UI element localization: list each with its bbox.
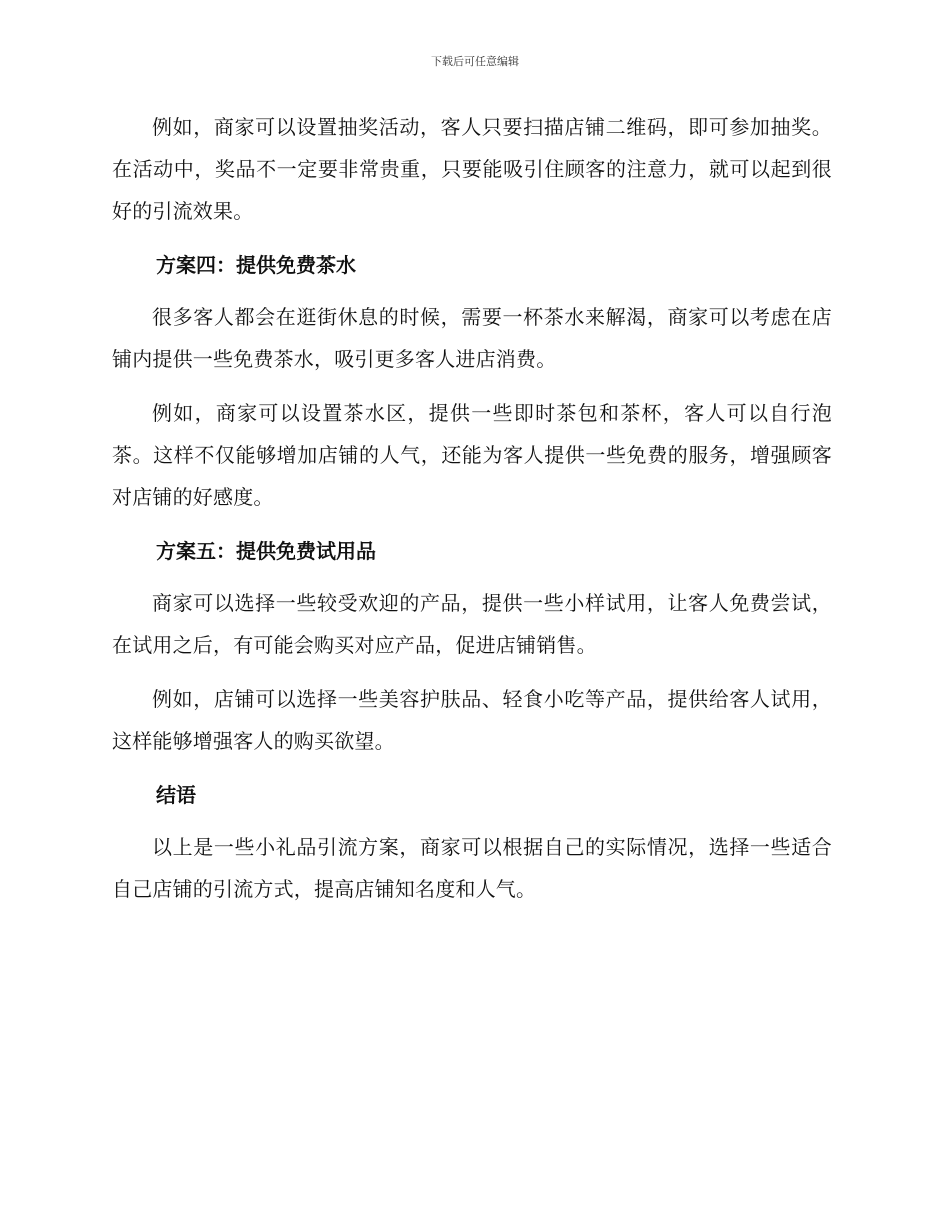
heading-plan-five: 方案五：提供免费试用品	[156, 539, 376, 563]
paragraph-tea-example: 例如，商家可以设置茶水区，提供一些即时茶包和茶杯，客人可以自行泡茶。这样不仅能够增加店铺的人气，还能为客人提供一些免费的服务，增强顾客对店铺的好感度。	[112, 401, 832, 509]
heading-plan-four: 方案四：提供免费茶水	[156, 253, 356, 277]
paragraph-samples-example: 例如，店铺可以选择一些美容护肤品、轻食小吃等产品，提供给客人试用，这样能够增强客人的购买欲望。	[112, 687, 832, 753]
paragraph-free-tea: 很多客人都会在逛街休息的时候，需要一杯茶水来解渴，商家可以考虑在店铺内提供一些免费茶水，吸引更多客人进店消费。	[112, 305, 832, 371]
page-header: 下载后可任意编辑	[431, 55, 519, 68]
heading-conclusion: 结语	[156, 783, 196, 807]
paragraph-lottery-example: 例如，商家可以设置抽奖活动，客人只要扫描店铺二维码，即可参加抽奖。在活动中，奖品不一定要非常贵重，只要能吸引住顾客的注意力，就可以起到很好的引流效果。	[112, 115, 832, 223]
document-body	[112, 106, 832, 922]
paragraph-conclusion: 以上是一些小礼品引流方案，商家可以根据自己的实际情况，选择一些适合自己店铺的引流方式，提高店铺知名度和人气。	[112, 835, 832, 901]
paragraph-free-samples: 商家可以选择一些较受欢迎的产品，提供一些小样试用，让客人免费尝试，在试用之后，有可能会购买对应产品，促进店铺销售。	[112, 591, 832, 657]
